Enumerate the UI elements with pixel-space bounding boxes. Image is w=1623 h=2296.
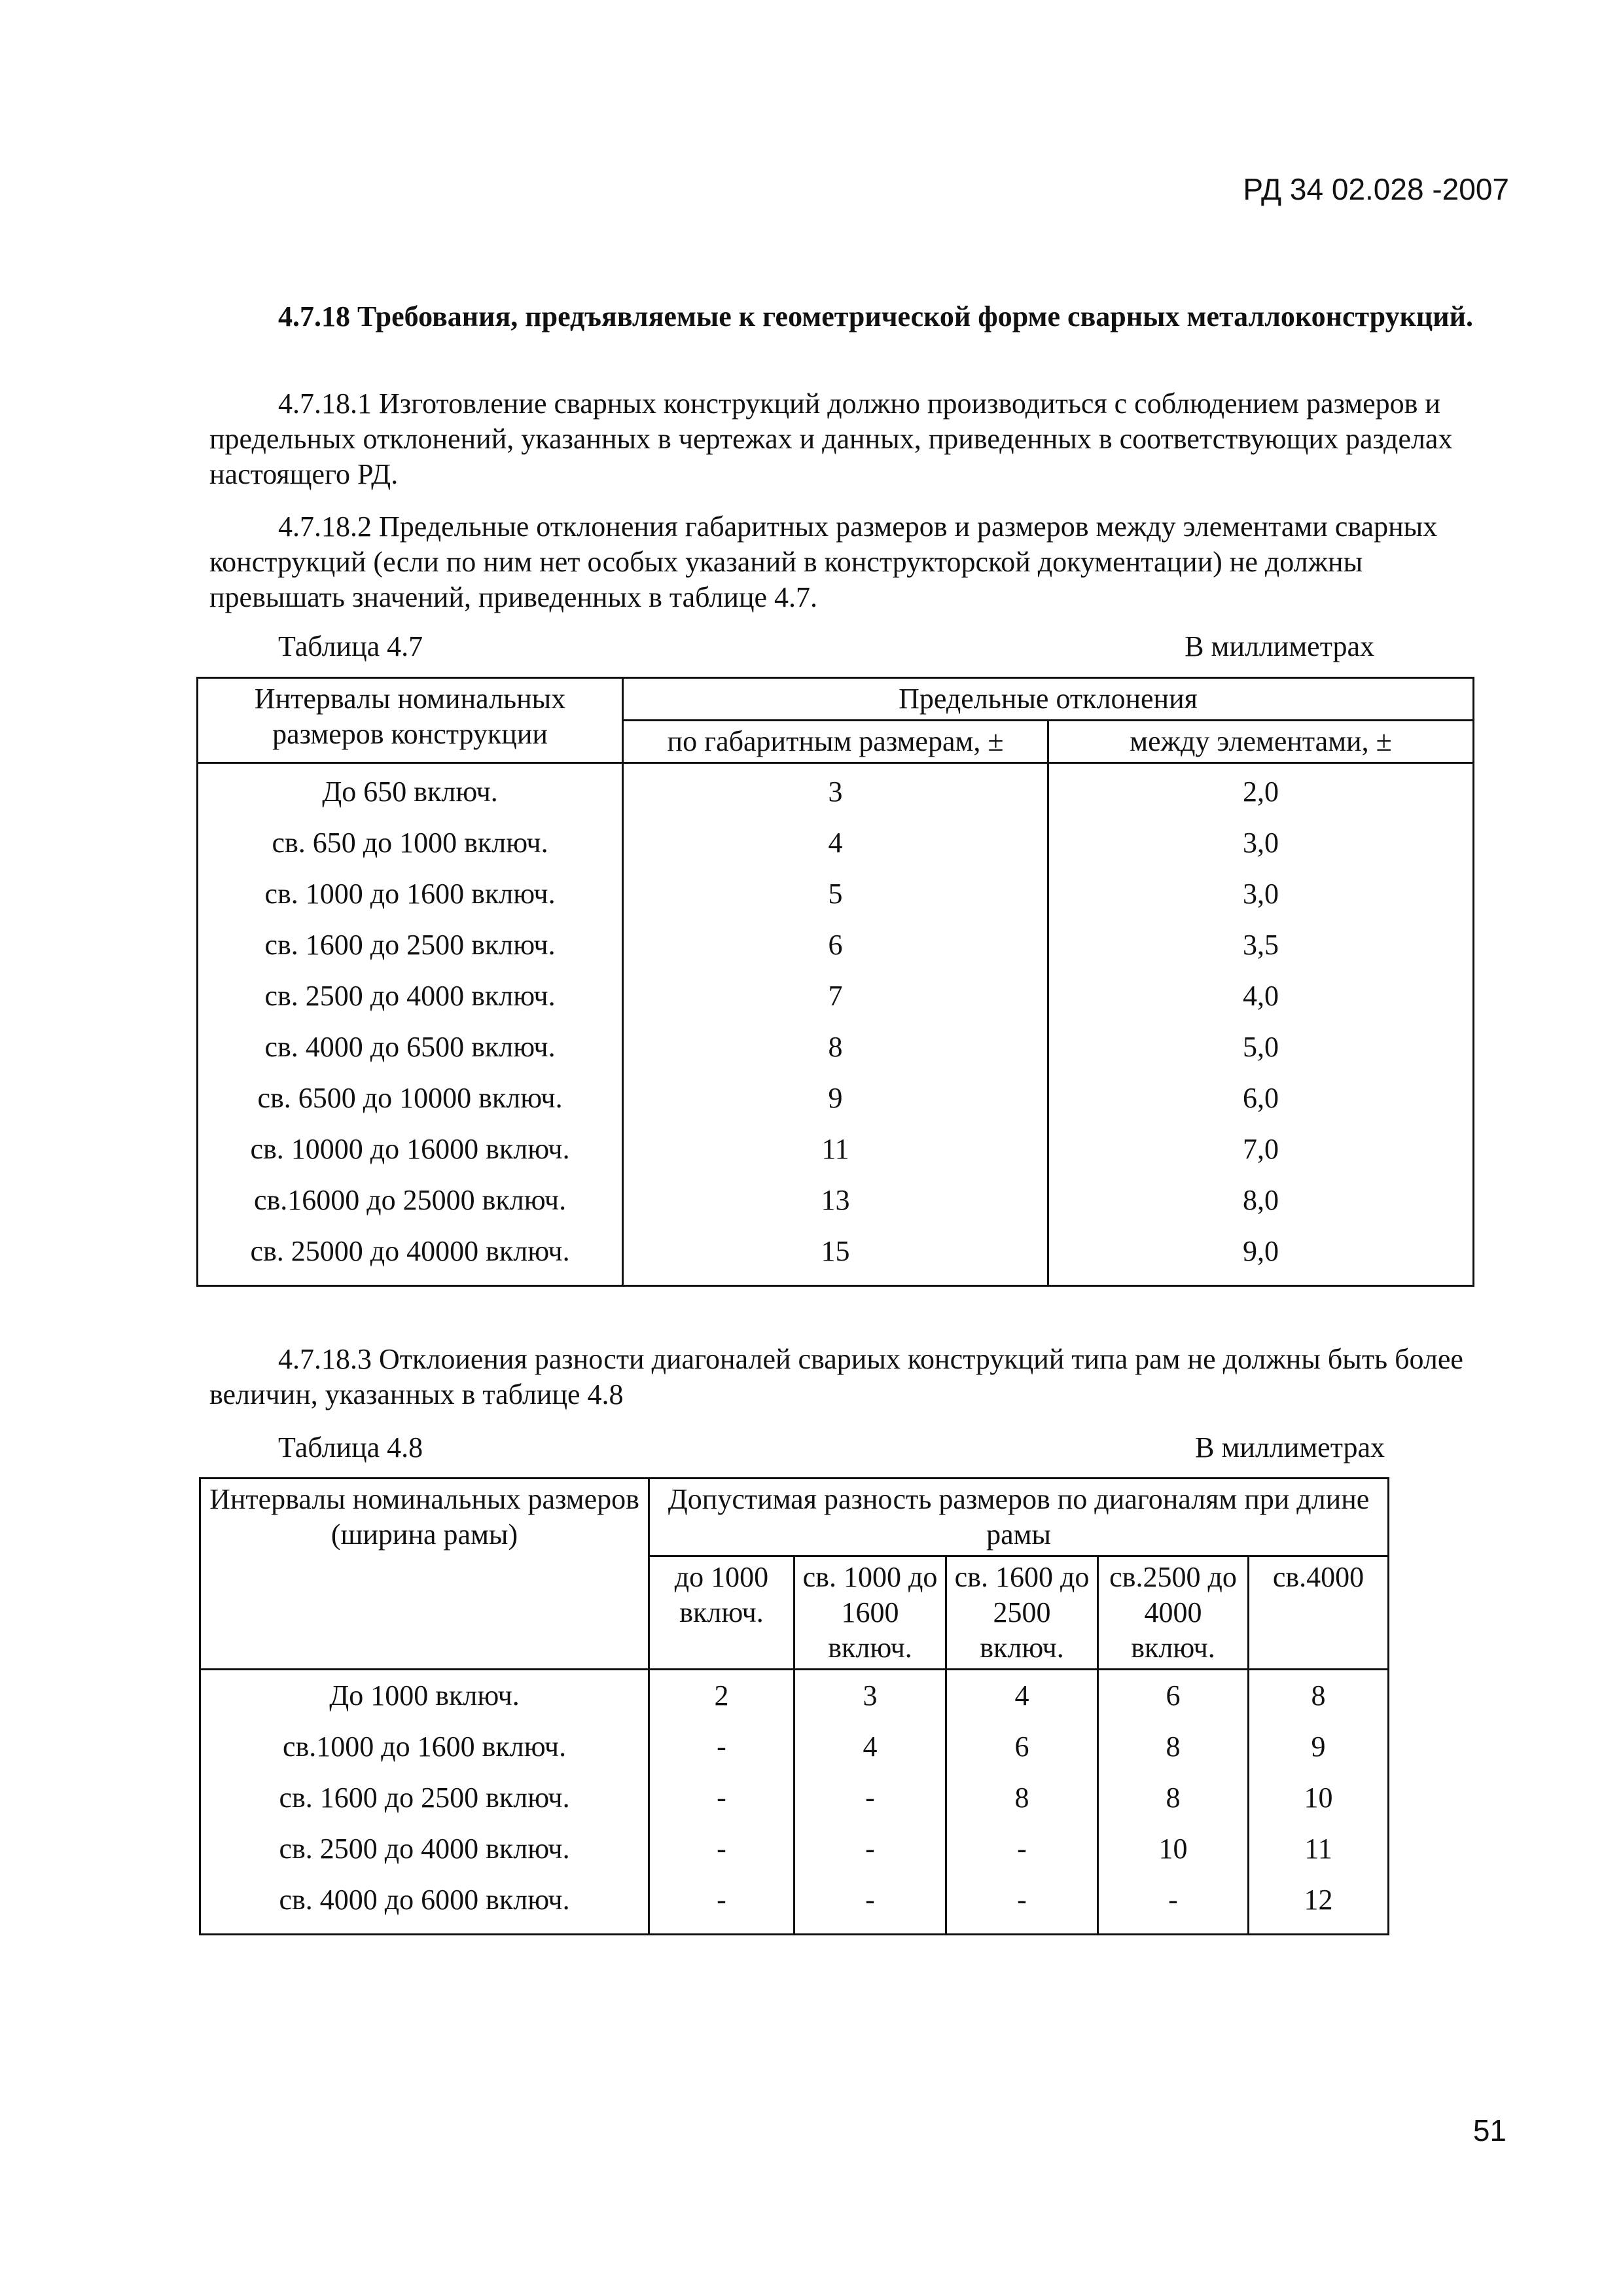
table-cell-overall: 8 xyxy=(623,1022,1048,1073)
table-row xyxy=(198,869,1474,920)
table-cell-value: - xyxy=(649,1823,794,1874)
table-4-8-subheader-5: св.4000 xyxy=(1249,1556,1389,1670)
table-cell-value: - xyxy=(649,1772,794,1823)
table-cell-value: 9 xyxy=(1249,1721,1389,1772)
table-cell-interval: св. 4000 до 6500 включ. xyxy=(198,1022,623,1073)
table-row xyxy=(198,1175,1474,1226)
table-cell-value: 2 xyxy=(649,1670,794,1722)
table-cell-between: 7,0 xyxy=(1048,1124,1474,1175)
table-cell-between: 2,0 xyxy=(1048,763,1474,818)
table-4-7-units: В миллиметрах xyxy=(1185,630,1374,662)
table-cell-overall: 13 xyxy=(623,1175,1048,1226)
table-4-7-header-between: между элементами, ± xyxy=(1048,721,1474,763)
table-cell-interval: св. 1600 до 2500 включ. xyxy=(198,920,623,971)
table-4-8-subheader-1: до 1000 включ. xyxy=(649,1556,794,1670)
table-cell-interval: св. 6500 до 10000 включ. xyxy=(198,1073,623,1124)
table-4-7-header-interval: Интервалы номинальных размеров конструкции xyxy=(198,678,623,763)
table-4-7-header-deviations: Предельные отклонения xyxy=(623,678,1474,721)
table-row xyxy=(200,1823,1389,1874)
table-cell-value: - xyxy=(946,1823,1098,1874)
table-cell-between: 5,0 xyxy=(1048,1022,1474,1073)
table-row xyxy=(200,1772,1389,1823)
table-cell-value: - xyxy=(946,1874,1098,1935)
table-cell-interval: св. 25000 до 40000 включ. xyxy=(198,1226,623,1286)
table-row xyxy=(200,1721,1389,1772)
table-cell-between: 3,5 xyxy=(1048,920,1474,971)
table-cell-interval: св.16000 до 25000 включ. xyxy=(198,1175,623,1226)
table-row xyxy=(198,817,1474,869)
page-number: 51 xyxy=(1472,2113,1507,2147)
table-cell-overall: 11 xyxy=(623,1124,1048,1175)
paragraph-4-7-18-2: 4.7.18.2 Предельные отклонения габаритных размеров и размеров между элементами сварных конструкций (если по ним нет особых указаний в конструкторской документации) не должны превышать значений, приведенных в таблице 4.7. xyxy=(209,511,1438,613)
table-cell-overall: 3 xyxy=(623,763,1048,818)
table-cell-between: 4,0 xyxy=(1048,971,1474,1022)
table-row xyxy=(198,763,1474,818)
table-cell-value: 4 xyxy=(946,1670,1098,1722)
table-row xyxy=(198,1226,1474,1286)
table-cell-value: - xyxy=(649,1721,794,1772)
section-heading-text: Требования, предъявляемые к геометрической форме сварных металлоконструкций. xyxy=(357,300,1473,332)
table-4-8-units: В миллиметрах xyxy=(1195,1431,1385,1463)
table-cell-value: 6 xyxy=(946,1721,1098,1772)
table-4-8 xyxy=(199,1477,1389,1935)
table-4-8-caption: Таблица 4.8 xyxy=(278,1431,423,1463)
table-4-7 xyxy=(196,677,1474,1287)
table-cell-overall: 6 xyxy=(623,920,1048,971)
table-cell-interval: св. 2500 до 4000 включ. xyxy=(198,971,623,1022)
table-cell-value: - xyxy=(794,1772,946,1823)
table-row xyxy=(198,971,1474,1022)
table-row xyxy=(198,1073,1474,1124)
table-cell-value: - xyxy=(794,1823,946,1874)
table-cell-value: - xyxy=(1098,1874,1249,1935)
table-cell-overall: 15 xyxy=(623,1226,1048,1286)
section-heading-number: 4.7.18 xyxy=(278,300,350,332)
table-row xyxy=(198,1022,1474,1073)
table-4-8-subheader-2: св. 1000 до 1600 включ. xyxy=(794,1556,946,1670)
table-cell-value: 8 xyxy=(946,1772,1098,1823)
table-cell-value: 4 xyxy=(794,1721,946,1772)
table-cell-interval: св. 10000 до 16000 включ. xyxy=(198,1124,623,1175)
table-cell-value: - xyxy=(649,1874,794,1935)
table-4-8-header-diagonal: Допустимая разность размеров по диагоналям при длине рамы xyxy=(649,1479,1389,1556)
table-cell-interval: св.1000 до 1600 включ. xyxy=(200,1721,649,1772)
table-cell-interval: До 1000 включ. xyxy=(200,1670,649,1722)
table-cell-value: 8 xyxy=(1098,1721,1249,1772)
table-cell-value: 6 xyxy=(1098,1670,1249,1722)
table-cell-overall: 7 xyxy=(623,971,1048,1022)
table-row xyxy=(198,1124,1474,1175)
table-4-7-caption: Таблица 4.7 xyxy=(278,630,423,662)
table-cell-overall: 9 xyxy=(623,1073,1048,1124)
paragraph-4-7-18-3: 4.7.18.3 Отклоиения разности диагоналей свариых конструкций типа рам не должны быть более величин, указанных в таблице 4.8 xyxy=(209,1343,1463,1410)
table-cell-value: 8 xyxy=(1249,1670,1389,1722)
table-cell-value: 12 xyxy=(1249,1874,1389,1935)
table-cell-between: 3,0 xyxy=(1048,817,1474,869)
table-4-8-header-interval-continued xyxy=(200,1556,649,1670)
table-cell-value: 11 xyxy=(1249,1823,1389,1874)
table-4-8-header-interval: Интервалы номинальных размеров (ширина рамы) xyxy=(200,1479,649,1556)
table-cell-between: 9,0 xyxy=(1048,1226,1474,1286)
table-cell-interval: До 650 включ. xyxy=(198,763,623,818)
table-cell-value: 3 xyxy=(794,1670,946,1722)
table-cell-overall: 5 xyxy=(623,869,1048,920)
document-code: РД 34 02.028 -2007 xyxy=(1243,172,1509,206)
table-cell-interval: св. 2500 до 4000 включ. xyxy=(200,1823,649,1874)
table-cell-overall: 4 xyxy=(623,817,1048,869)
table-row xyxy=(200,1874,1389,1935)
table-cell-interval: св. 650 до 1000 включ. xyxy=(198,817,623,869)
table-cell-value: - xyxy=(794,1874,946,1935)
table-cell-value: 8 xyxy=(1098,1772,1249,1823)
table-cell-between: 6,0 xyxy=(1048,1073,1474,1124)
section-heading xyxy=(209,298,1492,335)
table-row xyxy=(198,920,1474,971)
table-cell-interval: св. 1000 до 1600 включ. xyxy=(198,869,623,920)
table-4-8-subheader-4: св.2500 до 4000 включ. xyxy=(1098,1556,1249,1670)
table-4-7-header-overall: по габаритным размерам, ± xyxy=(623,721,1048,763)
table-4-8-subheader-3: св. 1600 до 2500 включ. xyxy=(946,1556,1098,1670)
table-cell-between: 3,0 xyxy=(1048,869,1474,920)
table-cell-value: 10 xyxy=(1249,1772,1389,1823)
table-cell-interval: св. 4000 до 6000 включ. xyxy=(200,1874,649,1935)
table-row xyxy=(200,1670,1389,1722)
table-cell-interval: св. 1600 до 2500 включ. xyxy=(200,1772,649,1823)
table-cell-value: 10 xyxy=(1098,1823,1249,1874)
paragraph-4-7-18-1: 4.7.18.1 Изготовление сварных конструкций должно производиться с соблюдением размеров и предельных отклонений, указанных в чертежах и данных, приведенных в соответствующих разделах настоящего РД. xyxy=(209,387,1453,490)
table-cell-between: 8,0 xyxy=(1048,1175,1474,1226)
